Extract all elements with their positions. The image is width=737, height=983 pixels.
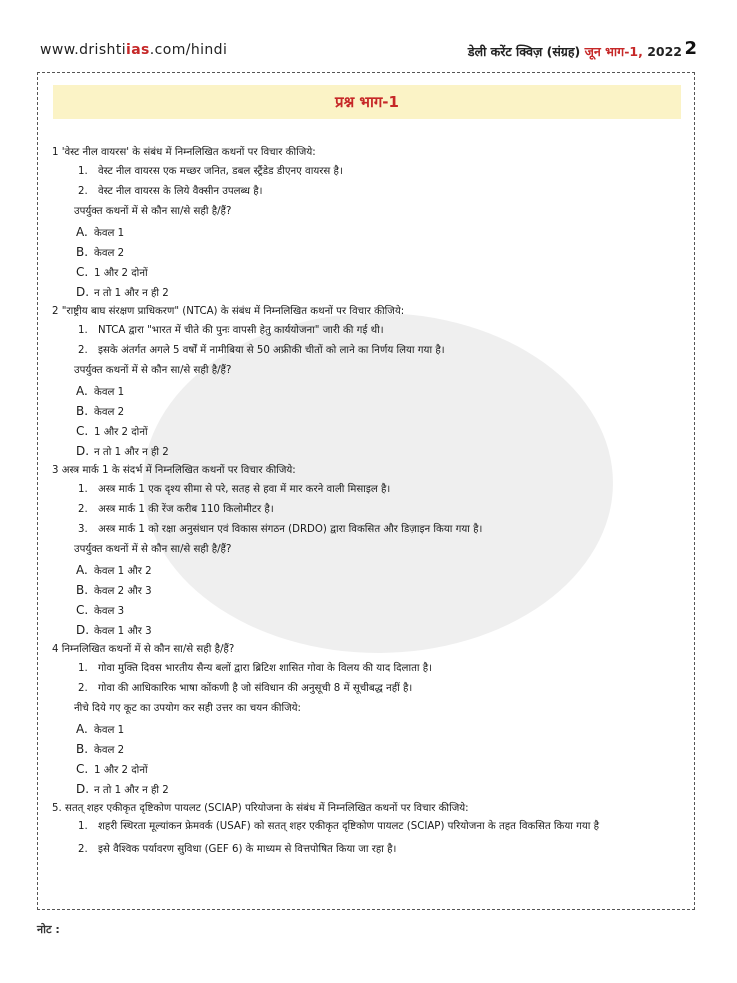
option-b: B. केवल 2 और 3 — [76, 583, 152, 597]
statement: 1. शहरी स्थिरता मूल्यांकन फ्रेमवर्क (USAF) को सतत् शहर एकीकृत दृष्टिकोण पायलट (SCIAP) परियोजना के तहत विकसित किया गया है — [78, 821, 600, 832]
question-list — [52, 143, 682, 860]
option-d: D. केवल 1 और 3 — [76, 623, 152, 637]
statement: 1. NTCA द्वारा "भारत में चीते की पुनः वापसी हेतु कार्ययोजना" जारी की गई थी। — [78, 325, 384, 336]
section-title: प्रश्न भाग-1 — [53, 85, 681, 119]
option-a: A. केवल 1 और 2 — [76, 563, 152, 577]
option-a: A. केवल 1 — [76, 722, 125, 736]
site-url[interactable]: www.drishtiias.com/hindi — [40, 42, 228, 58]
question-title: 3 अस्त्र मार्क 1 के संदर्भ में निम्नलिखित कथनों पर विचार कीजिये: — [52, 465, 296, 476]
statement: 1. वेस्ट नील वायरस एक मच्छर जनित, डबल स्ट्रैंडेड डीएनए वायरस है। — [78, 166, 343, 177]
option-a: A. केवल 1 — [76, 225, 125, 239]
option-d: D. न तो 1 और न ही 2 — [76, 782, 169, 796]
question-title: 5. सतत् शहर एकीकृत दृष्टिकोण पायलट (SCIAP) परियोजना के संबंध में निम्नलिखित कथनों पर विचार कीजिये: — [52, 803, 469, 814]
statement: 2. वेस्ट नील वायरस के लिये वैक्सीन उपलब्ध है। — [78, 186, 263, 197]
option-d: D. न तो 1 और न ही 2 — [76, 444, 169, 458]
question-prompt: उपर्युक्त कथनों में से कौन सा/से सही है/हैं? — [74, 544, 232, 555]
question-1 — [52, 143, 682, 302]
statement: 2. अस्त्र मार्क 1 की रेंज करीब 110 किलोमीटर है। — [78, 504, 274, 515]
question-4 — [52, 640, 682, 799]
question-title: 4 निम्नलिखित कथनों में से कौन सा/से सही है/हैं? — [52, 644, 235, 655]
question-2 — [52, 302, 682, 461]
option-a: A. केवल 1 — [76, 384, 125, 398]
page-header — [0, 0, 737, 70]
question-prompt: नीचे दिये गए कूट का उपयोग कर सही उत्तर का चयन कीजिये: — [74, 703, 301, 714]
question-title: 1 'वेस्ट नील वायरस' के संबंध में निम्नलिखित कथनों पर विचार कीजिये: — [52, 147, 316, 158]
option-b: B. केवल 2 — [76, 245, 125, 259]
question-title: 2 "राष्ट्रीय बाघ संरक्षण प्राधिकरण" (NTCA) के संबंध में निम्नलिखित कथनों पर विचार कीजिये: — [52, 306, 405, 317]
question-prompt: उपर्युक्त कथनों में से कौन सा/से सही है/हैं? — [74, 206, 232, 217]
statement: 2. गोवा की आधिकारिक भाषा कोंकणी है जो संविधान की अनुसूची 8 में सूचीबद्ध नहीं है। — [78, 683, 413, 694]
statement: 3. अस्त्र मार्क 1 को रक्षा अनुसंधान एवं विकास संगठन (DRDO) द्वारा विकसित और डिज़ाइन किया गया है। — [78, 524, 483, 535]
footer-note-label: नोट : — [37, 923, 60, 936]
option-b: B. केवल 2 — [76, 404, 125, 418]
option-c: C. 1 और 2 दोनों — [76, 424, 148, 438]
statement: 2. इसे वैश्विक पर्यावरण सुविधा (GEF 6) के माध्यम से वित्तपोषित किया जा रहा है। — [78, 844, 397, 855]
content-frame — [37, 72, 695, 910]
page-number: 2 — [684, 38, 697, 59]
option-c: C. 1 और 2 दोनों — [76, 762, 148, 776]
question-5 — [52, 799, 682, 860]
option-c: C. केवल 3 — [76, 603, 125, 617]
statement: 2. इसके अंतर्गत अगले 5 वर्षों में नामीबिया से 50 अफ्रीकी चीतों को लाने का निर्णय लिया गया है। — [78, 345, 445, 356]
option-c: C. 1 और 2 दोनों — [76, 265, 148, 279]
question-3 — [52, 461, 682, 640]
statement: 1. गोवा मुक्ति दिवस भारतीय सैन्य बलों द्वारा ब्रिटिश शासित गोवा के विलय की याद दिलाता है। — [78, 663, 433, 674]
issue-title: डेली करेंट क्विज़ (संग्रह) जून भाग-1, 2022 — [467, 44, 682, 59]
option-d: D. न तो 1 और न ही 2 — [76, 285, 169, 299]
option-b: B. केवल 2 — [76, 742, 125, 756]
question-prompt: उपर्युक्त कथनों में से कौन सा/से सही है/हैं? — [74, 365, 232, 376]
statement: 1. अस्त्र मार्क 1 एक दृश्य सीमा से परे, सतह से हवा में मार करने वाली मिसाइल है। — [78, 484, 391, 495]
